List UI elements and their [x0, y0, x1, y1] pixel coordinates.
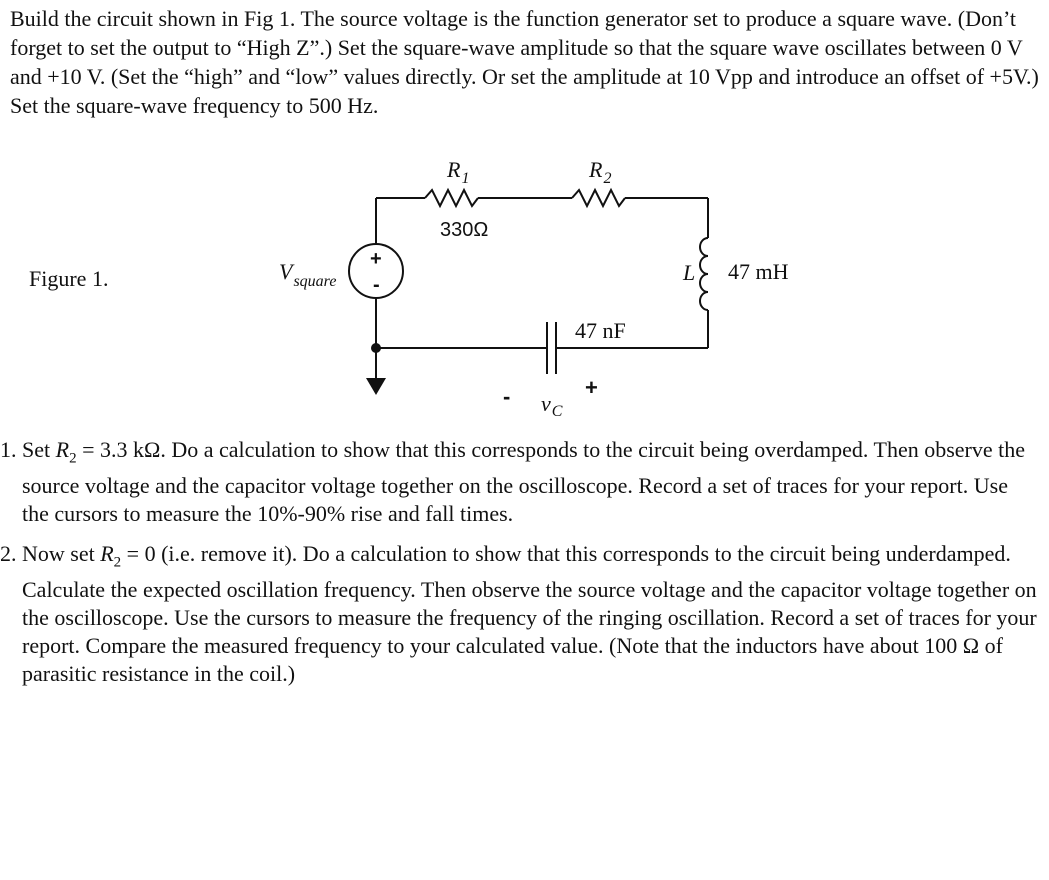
question-item-2 [0, 540, 1040, 688]
inductor-l [700, 238, 708, 310]
inductor-label: L [683, 260, 696, 285]
question-sub: 2 [69, 450, 77, 467]
question-post: = 0 (i.e. remove it). Do a calculation to show that this corresponds to the circuit being underdamped. Calculate the expected oscillation frequency. Then observe the source voltage and the capacitor voltage together on the oscilloscope. Use the cursors to measure the frequency of the ringing oscillation. Record a set of traces for your report. Compare the measured frequency to your calculated value. (Note that the inductors have about 100 Ω of parasitic resistance in the coil.) [22, 541, 1037, 687]
circuit-diagram [260, 150, 820, 430]
vc-label-v: v [541, 391, 551, 416]
ground-symbol [366, 378, 386, 395]
question-post: = 3.3 kΩ. Do a calculation to show that this corresponds to the circuit being overdamped. Then observe the source voltage and the capacitor voltage together on the oscilloscope. Record a set of traces for your report. Use the cursors to measure the 10%-90% rise and fall times. [22, 437, 1026, 527]
r1-label [446, 157, 469, 187]
r2-label-r: R [589, 157, 603, 182]
r1-label-sub: 1 [461, 170, 470, 187]
question-number: 1. [0, 437, 17, 462]
inductor-value: 47 mH [728, 259, 789, 284]
capacitor-value: 47 nF [575, 318, 626, 343]
source-label-v: V [279, 259, 293, 284]
r1-value: 330Ω [440, 219, 489, 241]
question-item-1 [0, 436, 1040, 528]
r1-label-r: R [447, 157, 461, 182]
figure-label: Figure 1. [29, 266, 109, 291]
intro-paragraph: Build the circuit shown in Fig 1. The source voltage is the function generator set to produce a square wave. (Don’t forget to set the output to “High Z”.) Set the square-wave amplitude so that the square wave oscillates between 0 V and +10 V. (Set the “high” and “low” values directly. Or set the amplitude at 10 Vpp and introduce an offset of +5V.) Set the square-wave frequency to 500 Hz. [10, 6, 1039, 118]
junction-dot [371, 343, 381, 353]
r2-label-sub: 2 [603, 170, 612, 187]
source-label [279, 259, 336, 290]
resistor-r2 [572, 190, 625, 206]
question-var: R [100, 541, 114, 566]
vc-label-sub: C [551, 403, 563, 420]
r2-label [588, 157, 611, 187]
question-text [22, 436, 1040, 528]
source-minus-sign: - [373, 274, 380, 296]
question-pre: Set [22, 437, 56, 462]
question-sub: 2 [113, 554, 122, 571]
source-plus-sign: + [370, 248, 382, 270]
question-text [22, 540, 1040, 688]
vc-plus-sign: + [585, 375, 598, 400]
question-pre: Now set [22, 541, 101, 566]
vc-label [541, 391, 563, 420]
vc-minus-sign: - [503, 384, 511, 409]
question-number: 2. [0, 541, 17, 566]
resistor-r1 [425, 190, 478, 206]
source-label-sub: square [293, 273, 337, 290]
question-var: R [55, 437, 70, 462]
